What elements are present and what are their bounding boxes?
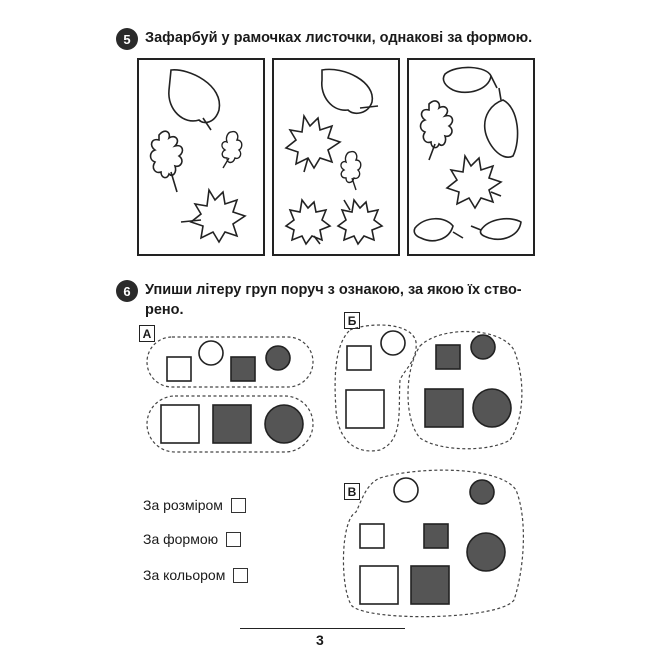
large-white-square: [346, 390, 384, 428]
small-oak-leaf-icon[interactable]: [222, 132, 242, 168]
large-dark-square: [213, 405, 251, 443]
option-by-size-label: За розміром: [143, 497, 223, 513]
small-white-circle: [199, 341, 223, 365]
small-white-circle: [394, 478, 418, 502]
leaf-frame-2-drawings: [274, 60, 398, 254]
option-by-shape-label: За формою: [143, 531, 219, 547]
large-dark-circle: [473, 389, 511, 427]
leaf-frame-1-drawings: [139, 60, 263, 254]
group-b-left-outline: [335, 325, 416, 451]
task-5-number: 5: [123, 31, 131, 47]
group-a-top-outline: [147, 337, 313, 387]
large-white-square: [161, 405, 199, 443]
leaf-frame-1: [137, 58, 265, 256]
group-v-label: В: [344, 483, 360, 500]
small-dark-circle: [266, 346, 290, 370]
group-b-right-outline: [408, 331, 522, 448]
task-5-number-badge: [116, 28, 138, 50]
leaf-frame-3: [407, 58, 535, 256]
task-6-instruction-line-1: Упиши літеру груп поруч з ознакою, за якою їх ство-: [145, 282, 522, 298]
option-by-color-checkbox[interactable]: [233, 568, 248, 583]
small-dark-square: [436, 345, 460, 369]
option-by-shape: [143, 531, 241, 547]
large-dark-circle: [265, 405, 303, 443]
small-dark-circle: [471, 335, 495, 359]
maple-leaf-icon[interactable]: [338, 200, 382, 244]
group-b-label: Б: [344, 312, 360, 329]
option-by-shape-checkbox[interactable]: [226, 532, 241, 547]
page-number: 3: [316, 632, 324, 648]
task-5-instruction: Зафарбуй у рамочках листочки, однакові за формою.: [145, 30, 533, 46]
large-dark-square: [411, 566, 449, 604]
option-by-size: [143, 497, 246, 513]
maple-leaf-icon[interactable]: [181, 190, 245, 242]
task-6-number-badge: [116, 280, 138, 302]
option-by-color: [143, 567, 248, 583]
small-white-square: [360, 524, 384, 548]
option-by-color-label: За кольором: [143, 567, 226, 583]
large-white-square: [360, 566, 398, 604]
maple-leaf-icon[interactable]: [286, 116, 340, 172]
small-white-square: [347, 346, 371, 370]
task-6-instruction-line-2: рено.: [145, 302, 184, 318]
small-dark-square: [424, 524, 448, 548]
footer-divider: [240, 628, 405, 629]
birch-leaf-icon[interactable]: [485, 88, 518, 157]
small-white-circle: [381, 331, 405, 355]
birch-leaf-icon[interactable]: [443, 67, 497, 92]
small-dark-square: [231, 357, 255, 381]
group-a-label: А: [139, 325, 155, 342]
group-v-outline: [343, 470, 523, 617]
oak-leaf-icon[interactable]: [151, 131, 183, 192]
birch-leaf-icon[interactable]: [414, 219, 463, 241]
maple-leaf-icon[interactable]: [447, 156, 501, 208]
birch-leaf-icon[interactable]: [471, 219, 521, 239]
leaf-frame-3-drawings: [409, 60, 533, 254]
small-white-square: [167, 357, 191, 381]
large-dark-square: [425, 389, 463, 427]
leaf-frame-2: [272, 58, 400, 256]
task-6-number: 6: [123, 283, 131, 299]
maple-leaf-icon[interactable]: [286, 200, 330, 244]
option-by-size-checkbox[interactable]: [231, 498, 246, 513]
large-dark-circle: [467, 533, 505, 571]
group-a-bottom-outline: [147, 396, 313, 452]
birch-leaf-icon[interactable]: [169, 70, 220, 130]
small-oak-leaf-icon[interactable]: [341, 152, 361, 190]
small-dark-circle: [470, 480, 494, 504]
birch-leaf-icon[interactable]: [322, 69, 378, 113]
oak-leaf-icon[interactable]: [421, 101, 453, 160]
